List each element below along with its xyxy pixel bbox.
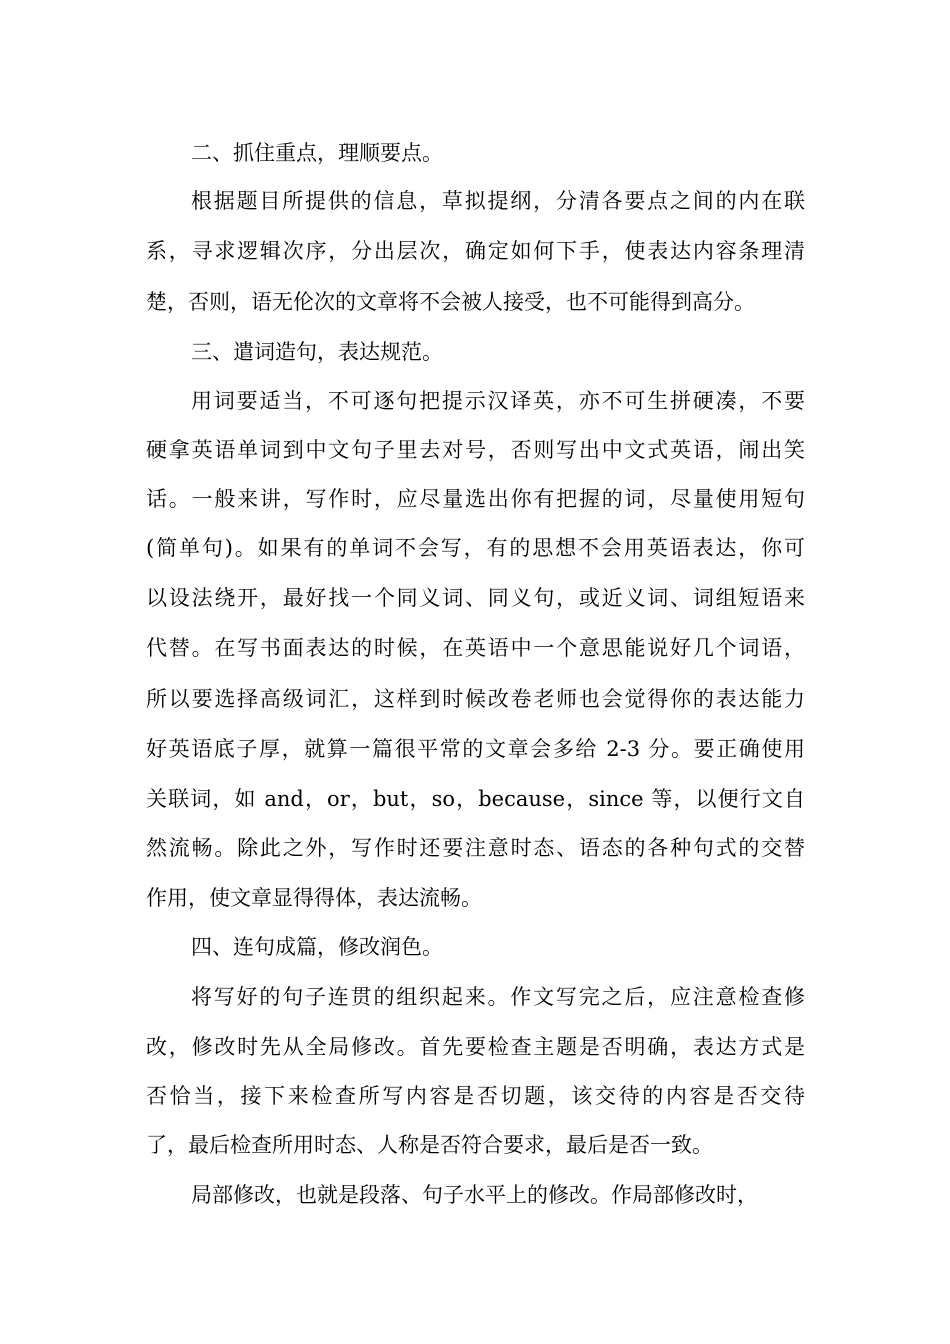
paragraph-line: 根据题目所提供的信息，草拟提纲，分清各要点之间的内在联 [191,189,805,213]
paragraph-line: 局部修改，也就是段落、句子水平上的修改。作局部修改时， [191,1183,758,1207]
paragraph-line: 代替。在写书面表达的时候，在英语中一个意思能说好几个词语， [146,636,805,660]
paragraph-line: 将写好的句子连贯的组织起来。作文写完之后，应注意检查修 [191,985,805,1009]
paragraph-line: 了，最后检查所用时态、人称是否符合要求，最后是否一致。 [146,1133,713,1157]
section-heading: 二、抓住重点，理顺要点。 [191,141,443,165]
paragraph-line: 楚，否则，语无伦次的文章将不会被人接受，也不可能得到高分。 [146,290,755,314]
paragraph-line: 系，寻求逻辑次序，分出层次，确定如何下手，使表达内容条理清 [146,239,805,263]
paragraph-line: 以设法绕开，最好找一个同义词、同义句，或近义词、词组短语来 [146,586,805,610]
paragraph-line: 好英语底子厚，就算一篇很平常的文章会多给 2-3 分。要正确使用 [146,737,805,761]
paragraph-line: 作用，使文章显得得体，表达流畅。 [146,886,482,910]
paragraph-line: 用词要适当，不可逐句把提示汉译英，亦不可生拼硬凑，不要 [191,389,805,413]
section-heading: 三、遣词造句，表达规范。 [191,340,443,364]
paragraph-line: 然流畅。除此之外，写作时还要注意时态、语态的各种句式的交替 [146,836,805,860]
section-heading: 四、连句成篇，修改润色。 [191,935,443,959]
paragraph-line: (简单句)。如果有的单词不会写，有的思想不会用英语表达，你可 [146,536,805,560]
paragraph-line: 所以要选择高级词汇，这样到时候改卷老师也会觉得你的表达能力 [146,687,805,711]
paragraph-line: 话。一般来讲，写作时，应尽量选出你有把握的词，尽量使用短句 [146,487,805,511]
paragraph-line: 关联词，如 and，or，but，so，because，since 等，以便行文自 [146,787,805,811]
paragraph-line: 否恰当，接下来检查所写内容是否切题，该交待的内容是否交待 [146,1084,805,1108]
paragraph-line: 硬拿英语单词到中文句子里去对号，否则写出中文式英语，闹出笑 [146,438,805,462]
paragraph-line: 改，修改时先从全局修改。首先要检查主题是否明确，表达方式是 [146,1035,805,1059]
